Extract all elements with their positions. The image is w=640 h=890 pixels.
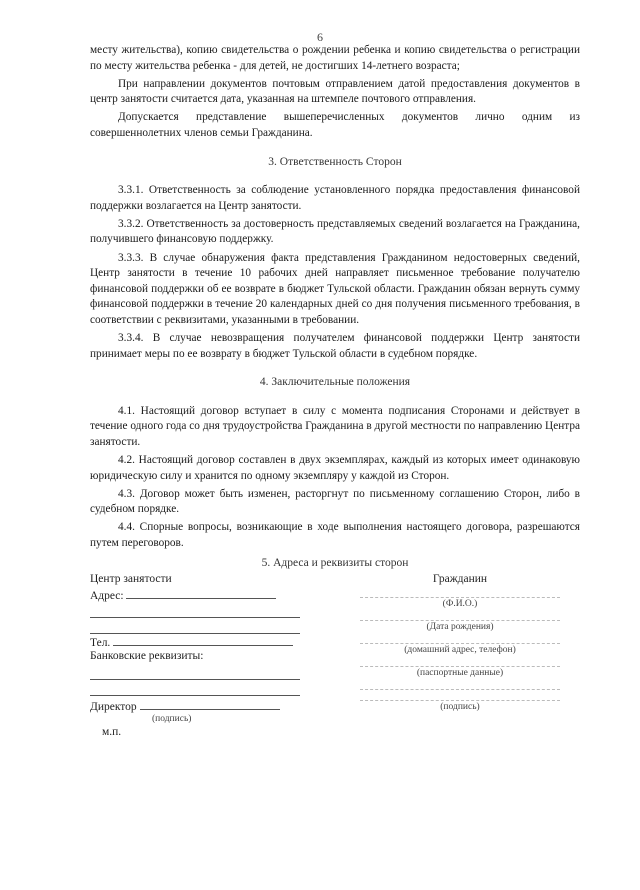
director-row [90, 698, 300, 713]
section-5-title: 5. Адреса и реквизиты сторон [261, 556, 409, 569]
citizen-signature-line [360, 690, 560, 701]
stamp-mark: м.п. [102, 726, 122, 738]
fio-line [360, 587, 560, 598]
intro-paragraph-2: При направлении документов почтовым отправлением датой предоставления документов в центр занятости считается дата, указанная на штемпеле почтового отправления. [90, 77, 580, 106]
clause-4-3: 4.3. Договор может быть изменен, расторгнут по письменному соглашению Сторон, либо в судебном порядке. [90, 487, 580, 516]
home-address-line [360, 633, 560, 644]
passport-line [360, 656, 560, 667]
bank-line-2 [90, 680, 300, 696]
intro-paragraph-1: месту жительства), копию свидетельства о рождении ребенка и копию свидетельства о регистрации по месту жительства ребенка - для детей, не достигших 14-летнего возраста; [90, 44, 580, 72]
director-label: Директор [90, 701, 137, 713]
clause-3-3-1: 3.3.1. Ответственность за соблюдение установленного порядка предоставления финансовой поддержки возлагается на Центр занятости. [90, 184, 580, 212]
birthdate-line [360, 610, 560, 621]
home-address-caption: (домашний адрес, телефон) [404, 645, 516, 655]
address-line-3 [90, 618, 300, 634]
bank-line-1 [90, 664, 300, 680]
clause-4-2: 4.2. Настоящий договор составлен в двух экземплярах, каждый из которых имеет одинаковую юридическую силу и хранится по одному экземпляру у каждой из Сторон. [90, 454, 580, 482]
employment-center-requisites [90, 572, 300, 740]
passport-line-2 [360, 679, 560, 690]
clause-4-4: 4.4. Спорные вопросы, возникающие в ходе выполнения настоящего договора, разрешаются путем переговоров. [90, 521, 580, 550]
address-label: Адрес: [90, 590, 124, 602]
clause-3-3-2: 3.3.2. Ответственность за достоверность представляемых сведений возлагается на Гражданина, получившего финансовую поддержку. [90, 217, 580, 246]
citizen-signature-caption: (подпись) [440, 702, 480, 712]
address-row [90, 587, 300, 602]
fio-caption: (Ф.И.О.) [442, 599, 478, 609]
citizen-requisites [330, 572, 590, 713]
bank-details-label: Банковские реквизиты: [90, 650, 204, 662]
director-signature-caption: (подпись) [152, 714, 192, 724]
page-number: 6 [317, 30, 323, 44]
phone-row [90, 634, 300, 649]
address-line-2 [90, 602, 300, 618]
clause-3-3-4: 3.3.4. В случае невозвращения получателем финансовой поддержки Центр занятости принимает меры по ее возврату в бюджет Тульской области в судебном порядке. [90, 332, 580, 360]
clause-4-1: 4.1. Настоящий договор вступает в силу с момента подписания Сторонами и действует в течение одного года со дня трудоустройства Гражданина в другой местности по направлению Центра занятости. [90, 404, 580, 448]
intro-paragraph-3: Допускается представление вышеперечисленных документов лично одним из совершеннолетних членов семьи Гражданина. [90, 111, 580, 139]
section-3-title: 3. Ответственность Сторон [268, 155, 402, 168]
address-line [126, 587, 276, 599]
section-4-title: 4. Заключительные положения [259, 376, 411, 389]
employment-center-heading: Центр занятости [90, 573, 172, 585]
director-signature-line [140, 698, 280, 710]
phone-label: Тел. [90, 637, 111, 649]
clause-3-3-3: 3.3.3. В случае обнаружения факта представления Гражданином недостоверных сведений, Центр занятости в течение 10 рабочих дней направляет письменное требование получателю финансовой поддержки об ее возврате в бюджет Тульской области. Гражданин обязан вернуть сумму финансовой поддержки в течение 20 календарных дней со дня получения письменного требования, в соответствии с реквизитами, указанными в требовании. [90, 251, 580, 326]
phone-line [113, 634, 293, 646]
birthdate-caption: (Дата рождения) [426, 622, 494, 632]
citizen-heading: Гражданин [432, 573, 488, 585]
passport-caption: (паспортные данные) [416, 668, 504, 678]
document-body [90, 43, 580, 579]
